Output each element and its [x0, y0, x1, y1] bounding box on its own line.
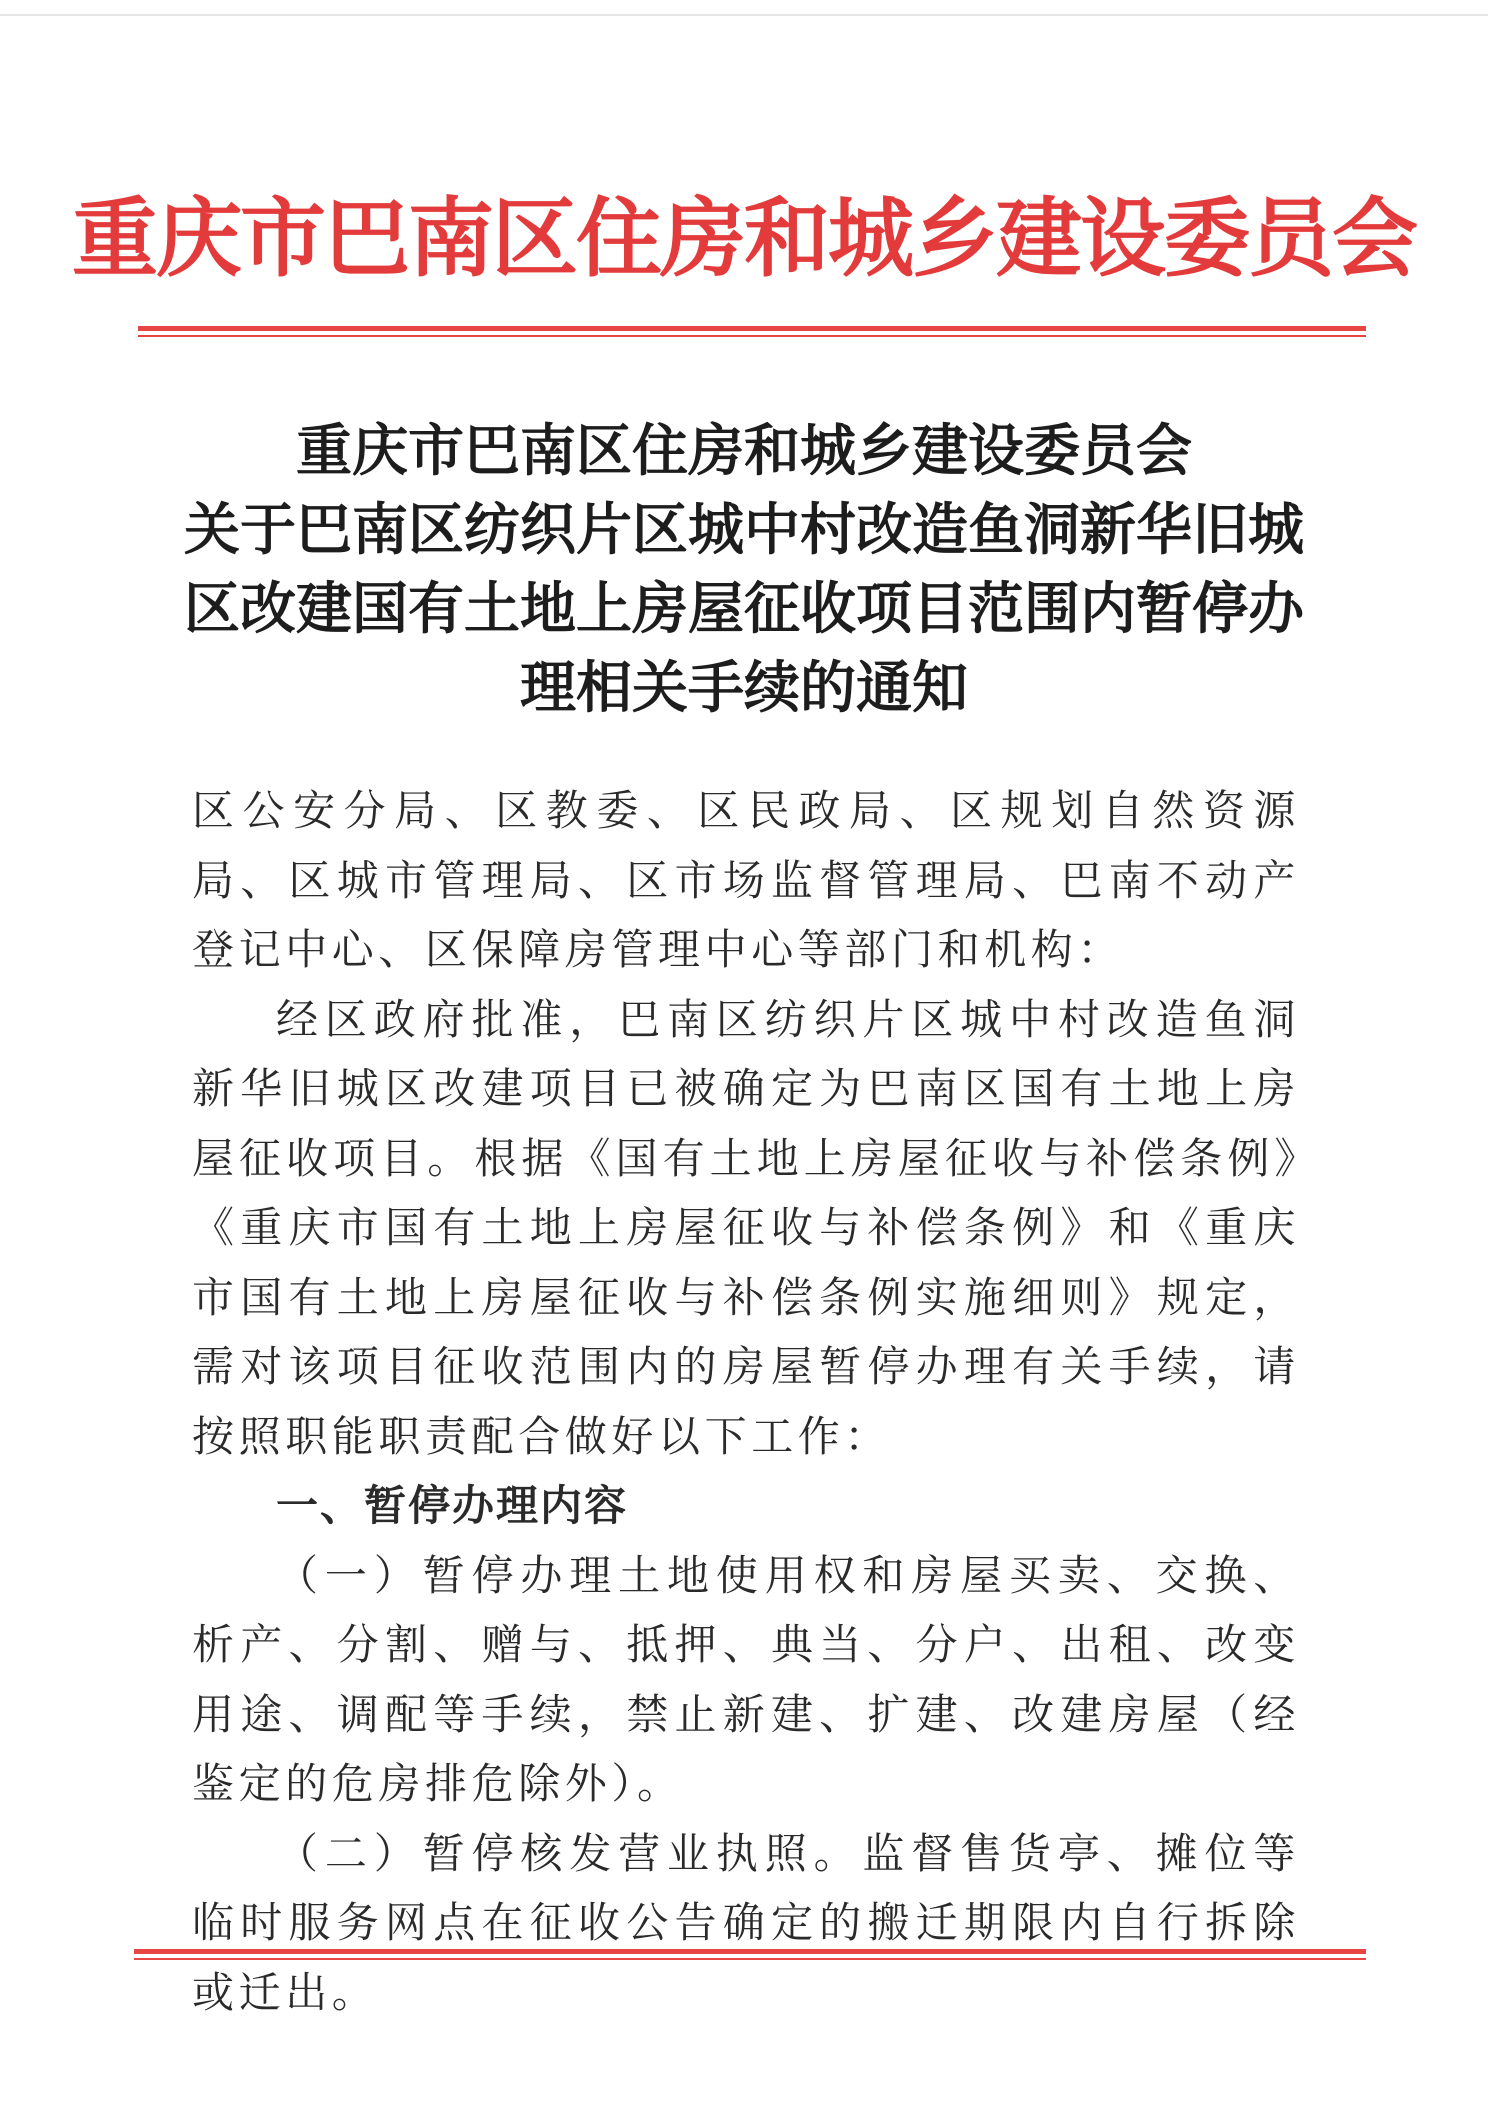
title-line-4: 理相关手续的通知: [520, 655, 968, 721]
page-top-edge: [0, 14, 1488, 16]
masthead-org-name: 重庆市巴南区住房和城乡建设委员会: [72, 188, 1416, 289]
masthead-divider: [138, 326, 1366, 337]
document-body: [192, 776, 1300, 2027]
title-line-1: 重庆市巴南区住房和城乡建设委员会: [296, 418, 1192, 484]
title-line-3: 区改建国有土地上房屋征收项目范围内暂停办: [184, 576, 1304, 642]
document-title: [160, 412, 1328, 728]
section-1-heading: 一、暂停办理内容: [276, 1481, 629, 1530]
paragraph-1: 经区政府批准，巴南区纺织片区城中村改造鱼洞新华旧城区改建项目已被确定为巴南区国有土地上房屋征收项目。根据《国有土地上房屋征收与补偿条例》《重庆市国有土地上房屋征收与补偿条例》和《重庆市国有土地上房屋征收与补偿条例实施细则》规定，需对该项目征收范围内的房屋暂停办理有关手续，请按照职能职责配合做好以下工作：: [192, 994, 1300, 1461]
recipients: 区公安分局、区教委、区民政局、区规划自然资源局、区城市管理局、区市场监督管理局、巴南不动产登记中心、区保障房管理中心等部门和机构：: [192, 786, 1300, 974]
title-line-2: 关于巴南区纺织片区城中村改造鱼洞新华旧城: [184, 497, 1304, 563]
item-1: （一）暂停办理土地使用权和房屋买卖、交换、析产、分割、赠与、抵押、典当、分户、出租、改变用途、调配等手续，禁止新建、扩建、改建房屋（经鉴定的危房排危除外）。: [192, 1550, 1300, 1808]
footer-divider: [134, 1949, 1366, 1960]
item-2: （二）暂停核发营业执照。监督售货亭、摊位等临时服务网点在征收公告确定的搬迁期限内自行拆除或迁出。: [192, 1828, 1300, 2017]
